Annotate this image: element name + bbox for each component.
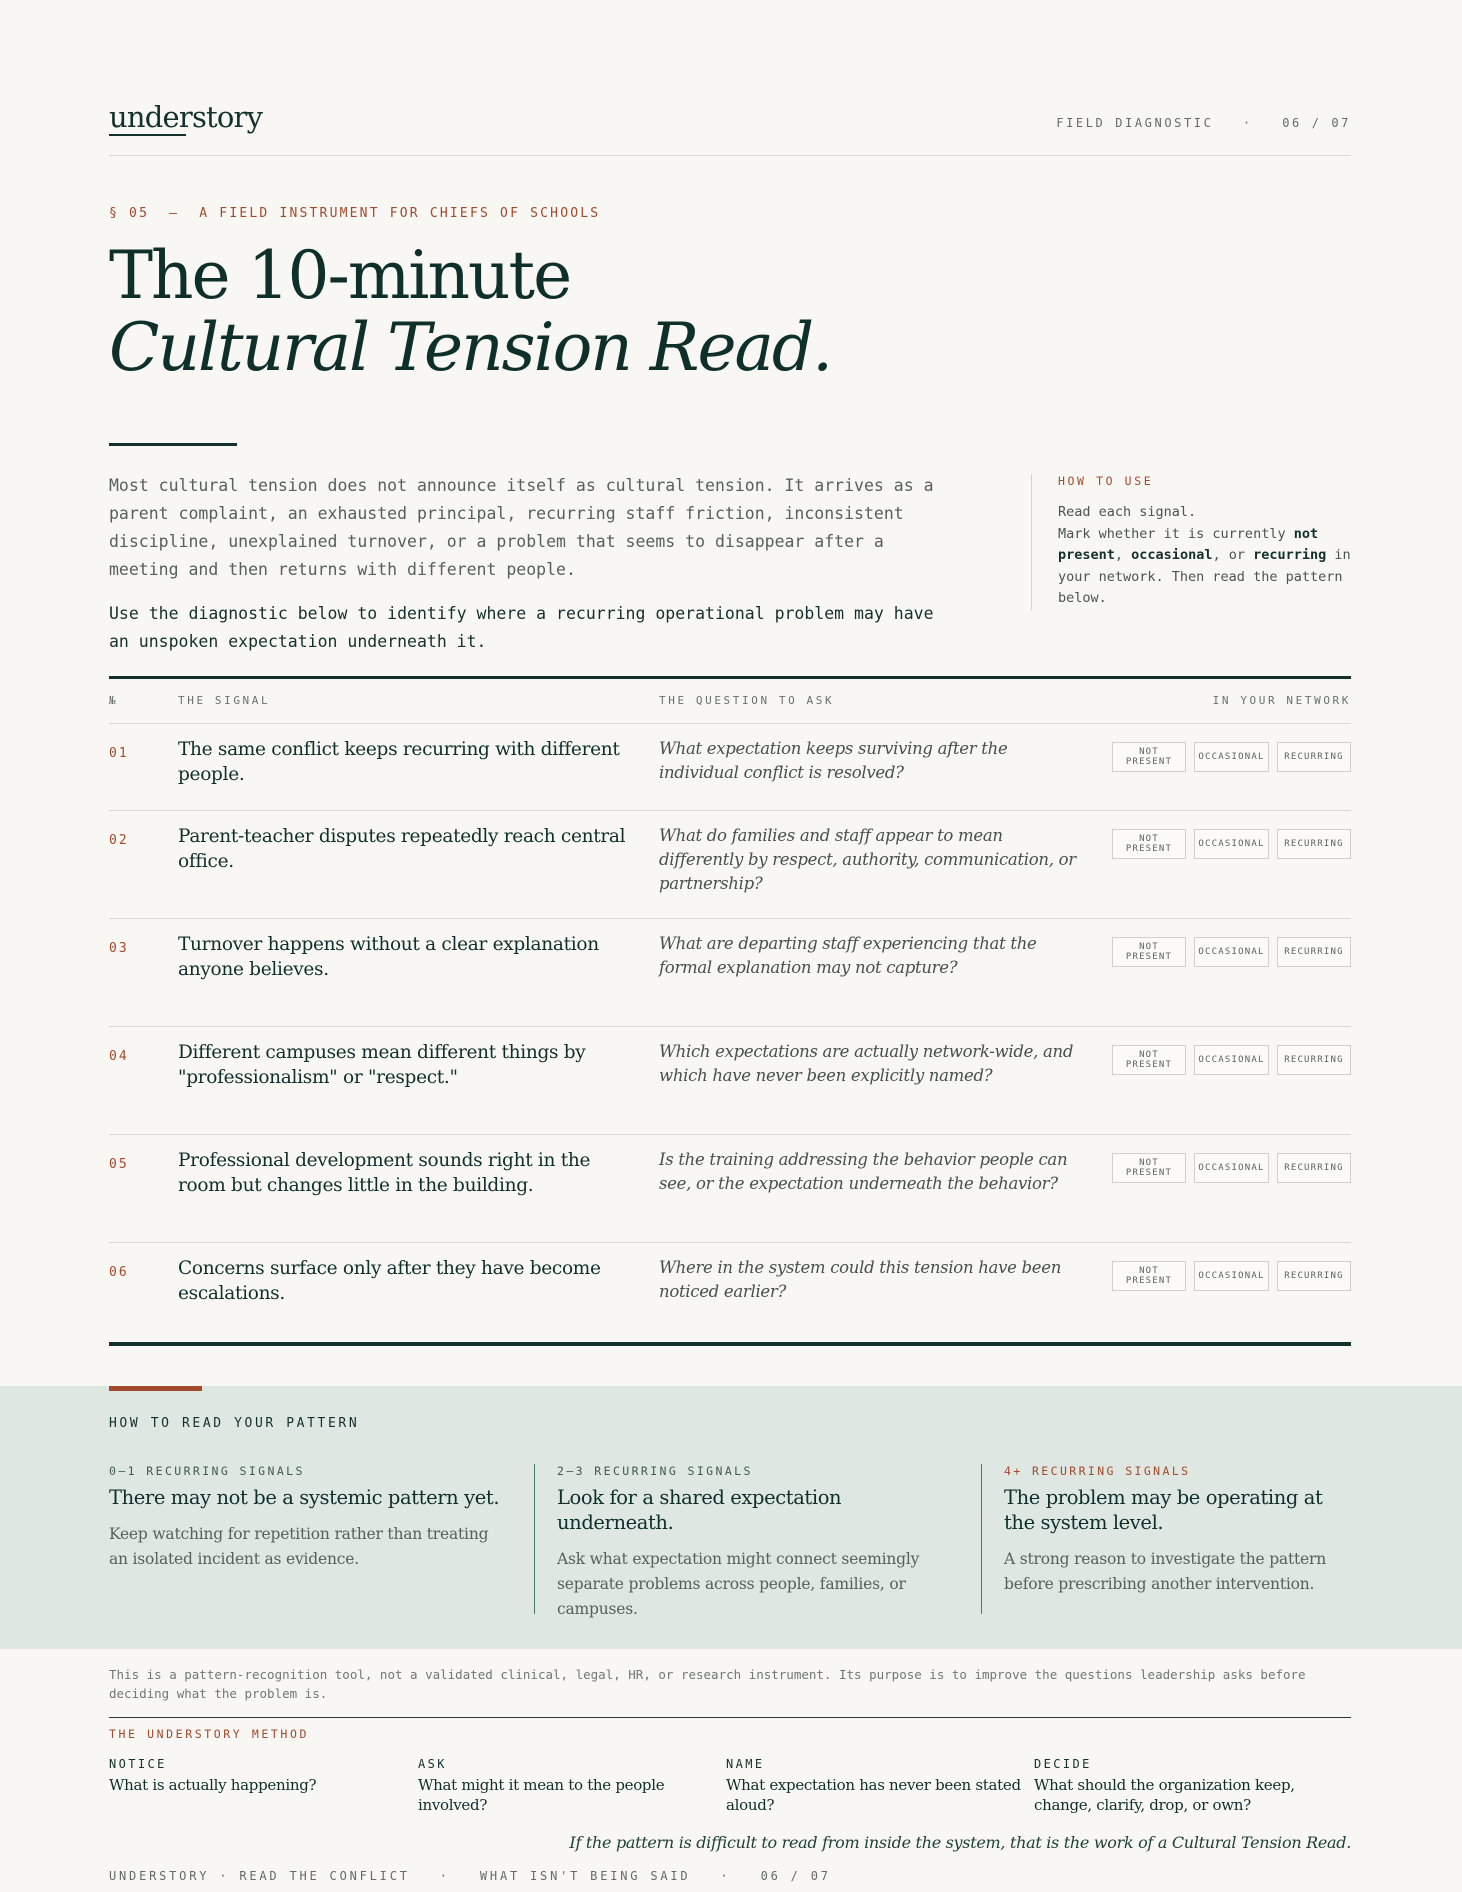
question-text: Where in the system could this tension have been noticed earlier? [659, 1258, 1062, 1301]
closing-line: If the pattern is difficult to read from inside the system, that is the work of a Cultural Tension Read. [569, 1833, 1351, 1852]
option-label: RECURRING [1284, 752, 1344, 762]
option-label: NOT [1139, 1266, 1159, 1276]
not-present-option[interactable] [1112, 829, 1186, 859]
option-label: OCCASIONAL [1198, 1271, 1265, 1281]
row-number: 03 [109, 941, 129, 956]
option-label: PRESENT [1125, 1060, 1173, 1070]
occasional-option[interactable] [1194, 1153, 1269, 1183]
pattern-body: A strong reason to investigate the pattern before prescribing another intervention. [1004, 1550, 1326, 1593]
table-row [109, 811, 1351, 919]
option-label: NOT [1139, 942, 1159, 952]
option-occasional: occasional [1131, 547, 1213, 563]
not-present-option[interactable] [1112, 1045, 1186, 1075]
option-label: RECURRING [1284, 1271, 1344, 1281]
band-accent-bar [109, 1386, 202, 1391]
method-step-decide [1034, 1757, 1351, 1815]
signal-text: Parent-teacher disputes repeatedly reach central office. [178, 826, 626, 872]
pattern-label: 4+ RECURRING SIGNALS [1004, 1464, 1191, 1478]
signal-text: Professional development sounds right in the room but changes little in the building. [178, 1150, 591, 1196]
row-number: 05 [109, 1157, 129, 1172]
how-to-use-heading: HOW TO USE [1058, 474, 1154, 488]
method-step-name [726, 1757, 1026, 1815]
table-row [109, 1027, 1351, 1135]
occasional-option[interactable] [1194, 1261, 1269, 1291]
signal-text: Different campuses mean different things by "professionalism" or "respect." [178, 1042, 586, 1088]
sep-1: , [1114, 547, 1132, 563]
option-label: RECURRING [1284, 1163, 1344, 1173]
option-label: OCCASIONAL [1198, 947, 1265, 957]
method-step-title: ASK [418, 1757, 447, 1771]
option-label: PRESENT [1125, 757, 1173, 767]
occasional-option[interactable] [1194, 1045, 1269, 1075]
recurring-option[interactable] [1277, 829, 1351, 859]
method-step-desc: What is actually happening? [109, 1776, 317, 1794]
how-to-use-text-b: in your network. Then read the pattern below. [1058, 547, 1351, 606]
logo-underline [109, 134, 186, 136]
not-present-option[interactable] [1112, 1261, 1186, 1291]
col-network-header: IN YOUR NETWORK [1212, 694, 1351, 707]
pattern-body: Keep watching for repetition rather than treating an isolated incident as evidence. [109, 1525, 489, 1568]
table-row [109, 1135, 1351, 1243]
row-number: 01 [109, 746, 129, 761]
network-options [1112, 1261, 1351, 1291]
pattern-column-low [109, 1464, 509, 1614]
not-present-option[interactable] [1112, 742, 1186, 772]
method-heading: THE UNDERSTORY METHOD [109, 1727, 309, 1741]
option-label: RECURRING [1284, 947, 1344, 957]
network-options [1112, 937, 1351, 967]
question-text: What expectation keeps surviving after the individual conflict is resolved? [659, 739, 1008, 782]
how-to-use-panel [1031, 474, 1351, 610]
option-label: NOT [1139, 1050, 1159, 1060]
signal-text: Concerns surface only after they have become escalations. [178, 1258, 601, 1304]
title-line-2: Cultural Tension Read. [109, 309, 832, 386]
pattern-headline: Look for a shared expectation underneath. [557, 1486, 842, 1534]
question-text: Which expectations are actually network-wide, and which have never been explicitly named? [659, 1042, 1074, 1085]
table-row [109, 919, 1351, 1027]
occasional-option[interactable] [1194, 829, 1269, 859]
col-number-header: № [109, 694, 119, 707]
option-not-present: not present [1058, 525, 1319, 563]
how-to-use-text [1058, 502, 1351, 610]
col-question-header: THE QUESTION TO ASK [659, 694, 835, 707]
table-end-rule [109, 1342, 1351, 1346]
occasional-option[interactable] [1194, 742, 1269, 772]
recurring-option[interactable] [1277, 1261, 1351, 1291]
row-number: 06 [109, 1265, 129, 1280]
row-number: 04 [109, 1049, 129, 1064]
method-step-desc: What expectation has never been stated aloud? [726, 1776, 1021, 1814]
option-label: PRESENT [1125, 1276, 1173, 1286]
method-step-ask [418, 1757, 718, 1815]
question-text: What are departing staff experiencing that the formal explanation may not capture? [659, 934, 1037, 977]
sep-2: , or [1212, 547, 1254, 563]
page-footer: UNDERSTORY · READ THE CONFLICT · WHAT ISN'T BEING SAID · 06 / 07 [109, 1869, 831, 1883]
question-text: What do families and staff appear to mean differently by respect, authority, communication, or partnership? [659, 826, 1076, 893]
method-step-title: NOTICE [109, 1757, 167, 1771]
pattern-column-mid [534, 1464, 959, 1618]
option-label: OCCASIONAL [1198, 1163, 1265, 1173]
page-header [109, 100, 1351, 156]
recurring-option[interactable] [1277, 1045, 1351, 1075]
recurring-option[interactable] [1277, 1153, 1351, 1183]
row-number: 02 [109, 833, 129, 848]
network-options [1112, 1153, 1351, 1183]
logo: understory [109, 100, 263, 134]
diagnostic-table [109, 676, 1351, 1351]
not-present-option[interactable] [1112, 1153, 1186, 1183]
option-label: PRESENT [1125, 844, 1173, 854]
network-options [1112, 829, 1351, 859]
recurring-option[interactable] [1277, 742, 1351, 772]
not-present-option[interactable] [1112, 937, 1186, 967]
pattern-label: 2–3 RECURRING SIGNALS [557, 1464, 753, 1478]
page-title [109, 237, 1351, 386]
pattern-body: Ask what expectation might connect seemingly separate problems across people, families, or campuses. [557, 1550, 920, 1618]
signal-text: The same conflict keeps recurring with different people. [178, 739, 620, 785]
network-options [1112, 1045, 1351, 1075]
signal-text: Turnover happens without a clear explanation anyone believes. [178, 934, 599, 980]
option-label: PRESENT [1125, 1168, 1173, 1178]
method-step-notice [109, 1757, 409, 1795]
option-label: OCCASIONAL [1198, 839, 1265, 849]
pattern-heading: HOW TO READ YOUR PATTERN [109, 1416, 360, 1431]
option-label: OCCASIONAL [1198, 1055, 1265, 1065]
page-meta: FIELD DIAGNOSTIC · 06 / 07 [1056, 116, 1351, 130]
option-label: NOT [1139, 747, 1159, 757]
option-label: RECURRING [1284, 1055, 1344, 1065]
pattern-label: 0–1 RECURRING SIGNALS [109, 1464, 305, 1478]
question-text: Is the training addressing the behavior people can see, or the expectation underneath the behavior? [659, 1150, 1068, 1193]
method-step-title: DECIDE [1034, 1757, 1092, 1771]
table-row [109, 1243, 1351, 1351]
intro-instruction: Use the diagnostic below to identify where a recurring operational problem may have an unspoken expectation underneath it. [109, 604, 934, 651]
option-label: RECURRING [1284, 839, 1344, 849]
how-to-use-text-a: Mark whether it is currently [1058, 525, 1294, 542]
option-label: OCCASIONAL [1198, 752, 1265, 762]
col-signal-header: THE SIGNAL [178, 694, 271, 707]
recurring-option[interactable] [1277, 937, 1351, 967]
method-step-title: NAME [726, 1757, 765, 1771]
pattern-headline: The problem may be operating at the system level. [1004, 1486, 1323, 1534]
section-eyebrow: § 05 — A FIELD INSTRUMENT FOR CHIEFS OF SCHOOLS [109, 206, 601, 221]
table-header [109, 679, 1351, 724]
title-rule [109, 443, 237, 446]
title-line-1: The 10-minute [109, 237, 571, 314]
occasional-option[interactable] [1194, 937, 1269, 967]
intro-paragraph: Most cultural tension does not announce itself as cultural tension. It arrives as a parent complaint, an exhausted principal, recurring staff friction, inconsistent discipline, unexplained turnover, or a problem that seems to disappear after a meeting and then returns with different people. [109, 476, 934, 579]
pattern-band [0, 1386, 1462, 1649]
table-row [109, 724, 1351, 811]
disclaimer: This is a pattern-recognition tool, not a validated clinical, legal, HR, or research instrument. Its purpose is to improve the questions leadership asks before deciding what the problem is. [109, 1665, 1351, 1718]
how-to-use-line1: Read each signal. [1058, 504, 1197, 520]
option-label: NOT [1139, 1158, 1159, 1168]
option-recurring: recurring [1253, 547, 1327, 563]
method-step-desc: What might it mean to the people involved? [418, 1776, 665, 1814]
method-step-desc: What should the organization keep, change, clarify, drop, or own? [1034, 1776, 1295, 1814]
option-label: PRESENT [1125, 952, 1173, 962]
pattern-headline: There may not be a systemic pattern yet. [109, 1486, 500, 1509]
option-label: NOT [1139, 834, 1159, 844]
network-options [1112, 742, 1351, 772]
pattern-column-high [981, 1464, 1351, 1614]
